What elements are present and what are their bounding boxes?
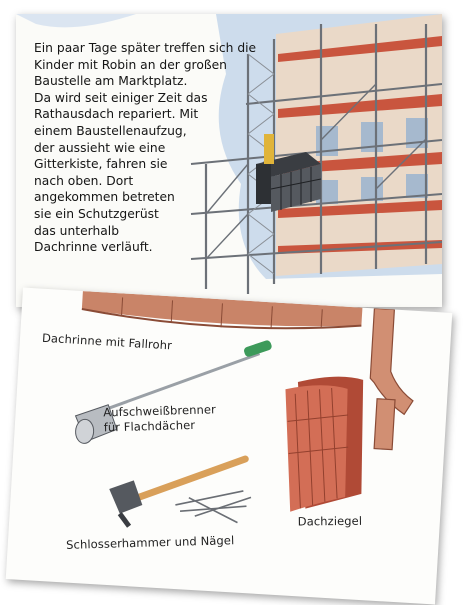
story-text: Ein paar Tage später treffen sich die Kinder mit Robin an der großen Baustelle am Marktplatz. Da wird seit einiger Zeit das Rathausdach repariert. Mit einem Baustellenaufzug, der aussieht wie eine Gitterkiste, fahren sie nach oben. Dort angekommen betreten sie ein Schutzgerüst das unterhalb Dachrinne verläuft. bbox=[34, 41, 257, 255]
label-tiles: Dachziegel bbox=[297, 513, 363, 529]
hammer-nails-illustration bbox=[107, 451, 253, 533]
tools-page bbox=[6, 288, 453, 605]
label-torch: Aufschweißbrenner für Flachdächer bbox=[103, 402, 217, 435]
story-page-top bbox=[16, 14, 442, 307]
label-hammer: Schlosserhammer und Nägel bbox=[65, 533, 235, 552]
roof-tiles-illustration bbox=[278, 373, 368, 516]
label-gutter: Dachrinne mit Fallrohr bbox=[41, 330, 173, 353]
